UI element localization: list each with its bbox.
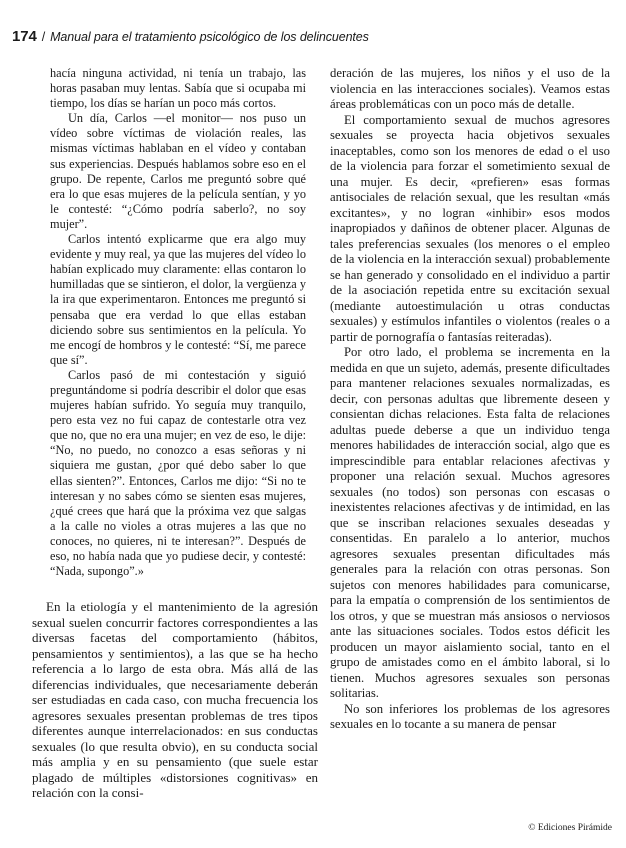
quote-paragraph: Carlos pasó de mi contestación y siguió preguntándome si podría describir el dolor que esas mujeres habían sufrido. Yo seguía muy tranquilo, pero esta vez no fui capaz de contestarle otra vez que no, que no era una mujer; en vez de eso, le dije: “No, no puedo, no conozco a esas señoras y ni siquiera me gustan, ¿por qué debo saber lo que ellas sienten?”. Entonces, Carlos me dijo: “Si no te interesan y no sabes cómo se sienten esas mujeres, ¿qué crees que hará que la próxima vez que salgas a la calle no violes a otras mujeres a las que no conoces, no quieres, ni te interesan?”. Después de eso, no había nada que yo pudiese decir, y contesté: “Nada, supongo”.» [50,367,306,579]
running-header [12,28,612,45]
continued-paragraph: deración de las mujeres, los niños y el uso de la violencia en las interacciones sociales). Veamos estas áreas problemáticas con un poco más de detalle. [330,66,610,111]
quote-paragraph: Un día, Carlos —el monitor— nos puso un vídeo sobre víctimas de violación reales, las mismas víctimas hablaban en el vídeo y contaban sus experiencias. Después hablamos sobre eso en el grupo. De repente, Carlos me preguntó sobre qué era lo que esas mujeres de la película sentían, y yo le contesté: “¿Cómo podría saberlo?, no soy mujer”. [50,111,306,231]
testimony-quote [50,66,306,579]
section-gap [32,579,318,599]
left-column [32,66,318,801]
body-paragraph: Por otro lado, el problema se incrementa en la medida en que un sujeto, además, presente dificultades para mantener relaciones sexuales normalizadas, es decir, con personas adultas que libremente deseen y consientan dichas relaciones. Esta falta de relaciones adultas puede deberse a que un individuo tenga menores habilidades de interacción social, algo que es imprescindible para entablar relaciones afectivas y proponer una relación sexual. Muchos agresores sexuales (no todos) son personas con escasas o inexistentes relaciones afectivas y de intimidad, en las que se inscriban relaciones sexuales deseadas y consentidas. En paralelo a lo anterior, muchos agresores sexuales presentan dificultades más generales para la relación con otras personas. Son sujetos con menores habilidades para comunicarse, para la empatía o comprensión de los sentimientos de los otros, y que se muestran más ansiosos o nerviosos ante las situaciones sociales. Todos estos déficit les producen un mayor aislamiento social, tanto en el grupo de amistades como en el ámbito laboral, si lo tienen. Muchos agresores sexuales son personas solitarias. [330,345,610,700]
quote-paragraph: Carlos intentó explicarme que era algo muy evidente y muy real, ya que las mujeres del vídeo lo habían explicado muy claramente: ellas contaron lo humilladas que se sintieron, el dolor, la vergüenza y la ira que experimentaron. Entonces me preguntó si pensaba que era verdad lo que ellas estaban diciendo sobre sus sentimientos en la película. Yo me encogí de hombros y le contesté: “Sí, me parece que sí”. [50,232,306,367]
running-title: Manual para el tratamiento psicológico de los delincuentes [50,30,369,44]
header-separator: / [41,30,46,44]
body-paragraph: No son inferiores los problemas de los agresores sexuales en lo tocante a su manera de pensar [330,701,610,731]
publisher-footer: © Ediciones Pirámide [528,823,612,833]
body-paragraph: El comportamiento sexual de muchos agresores sexuales se proyecta hacia objetivos sexuales inaceptables, como son los menores de edad o el uso de la violencia para forzar el sometimiento sexual de una mujer. Es decir, «prefieren» esas formas antisociales de relación sexual, que les resultan «más excitantes», y no logran «inhibir» esos modos inapropiados y dañinos de obtener placer. Algunas de tales preferencias sexuales (los menores o el empleo de la violencia en la interacción sexual) probablemente se han generado y consolidado en el individuo a partir de la asociación repetida entre su excitación sexual (mediante autoestimulación u otras conductas sexuales) y estímulos infantiles o violentos (reales o a partir de pornografía o fantasías reiteradas). [330,112,610,344]
right-column [330,66,610,733]
quote-paragraph: hacía ninguna actividad, ni tenía un trabajo, las horas pasaban muy lentas. Sabía que si ocupaba mi tiempo, los días se harían un poco más cortos. [50,66,306,111]
page-number: 174 [12,28,37,45]
body-paragraph: En la etiología y el mantenimiento de la agresión sexual suelen concurrir factores correspondientes a las diversas facetas del comportamiento (hábitos, pensamientos y sentimientos), a las que se ha hecho referencia a lo largo de esta obra. Más allá de las diferencias individuales, que necesariamente deberán ser estudiadas en cada caso, con mucha frecuencia los agresores sexuales presentan problemas de tres tipos diferentes aunque interrelacionados: en sus conductas sexuales (lo que resulta obvio), en su conducta social más amplia y en su pensamiento (que suele estar plagado de múltiples «distorsiones cognitivas» en relación con la consi- [32,599,318,801]
